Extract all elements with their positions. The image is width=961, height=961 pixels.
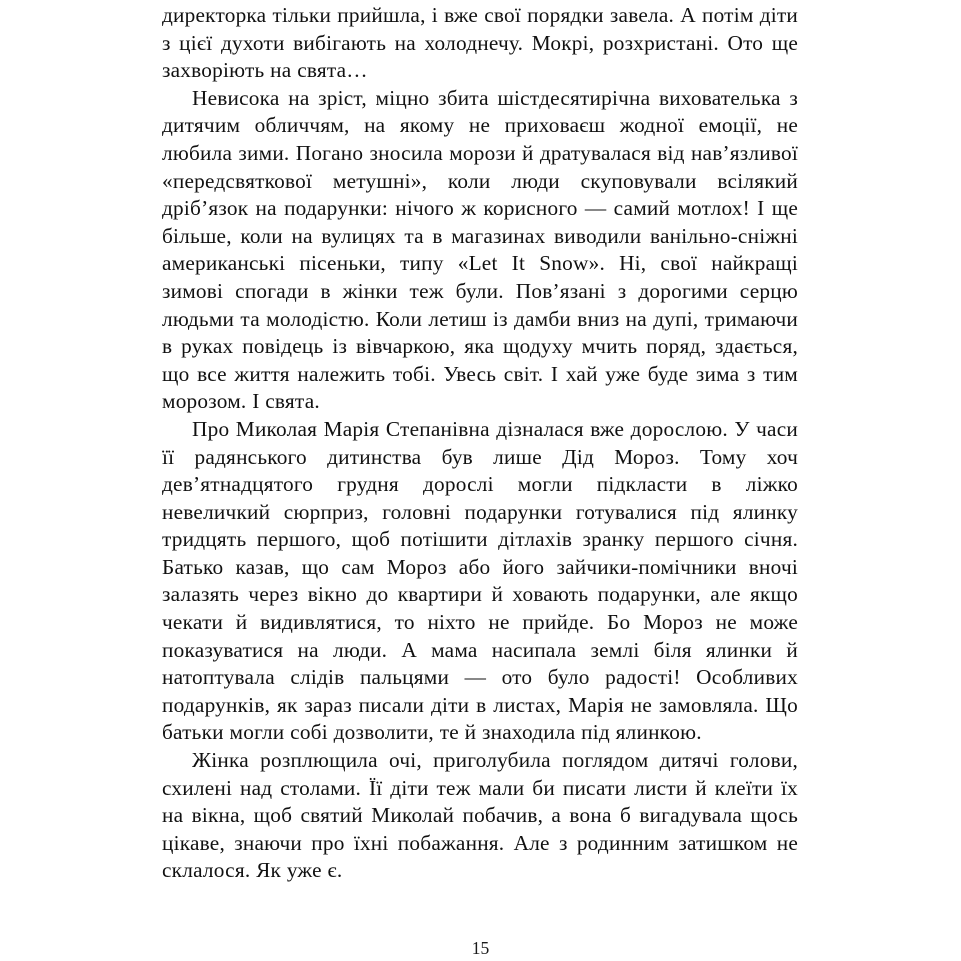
paragraph-2: Невисока на зріст, міцно збита шістдесятирічна вихователька з дитячим обличчям, на якому не приховаєш жодної емоції, не любила зими. Погано зносила морози й дратувалася від нав’язливої «передсвяткової метушні», коли люди скуповували всілякий дріб’язок на подарунки: нічого ж корисного — самий мотлох! І ще більше, коли на вулицях та в магазинах виводили ванільно-сніжні американські пісеньки, типу «Let It Snow». Ні, свої найкращі зимові спогади в жінки теж були. Пов’язані з дорогими серцю людьми та молодістю. Коли летиш із дамби вниз на дупі, тримаючи в руках повідець із вівчаркою, яка щодуху мчить поряд, здається, що все життя належить тобі. Увесь світ. І хай уже буде зима з тим морозом. І свята.	[162, 85, 798, 414]
paragraph-1: директорка тільки прийшла, і вже свої порядки завела. А потім діти з цієї духоти вибігають на холоднечу. Мокрі, розхристані. Ото ще захворіють на свята…	[162, 3, 798, 83]
paragraph-3: Про Миколая Марія Степанівна дізналася вже дорослою. У часи її радянського дитинства був лише Дід Мороз. Тому хоч дев’ятнадцятого грудня дорослі могли підкласти в ліжко невеличкий сюрприз, головні подарунки готувалися під ялинку тридцять першого, щоб потішити дітлахів зранку першого січня. Батько казав, що сам Мороз або його зайчики-помічники вночі залазять через вікно до квартири й ховають подарунки, але якщо чекати й видивлятися, то ніхто не прийде. Бо Мороз не може показуватися на люди. А мама насипала землі біля ялинки й натоптувала слідів пальцями — ото було радості! Особливих подарунків, як зараз писали діти в листах, Марія не замовляла. Що батьки могли собі дозволити, те й знаходила під ялинкою.	[162, 416, 798, 745]
page-number: 15	[471, 938, 490, 958]
paragraph-4: Жінка розплющила очі, приголубила поглядом дитячі голови, схилені над столами. Її діти теж мали би писати листи й клеїти їх на вікна, щоб святий Миколай побачив, а вона б вигадувала щось цікаве, знаючи про їхні побажання. Але з родинним затишком не склалося. Як уже є.	[162, 748, 798, 883]
body-text-column	[162, 2, 798, 885]
